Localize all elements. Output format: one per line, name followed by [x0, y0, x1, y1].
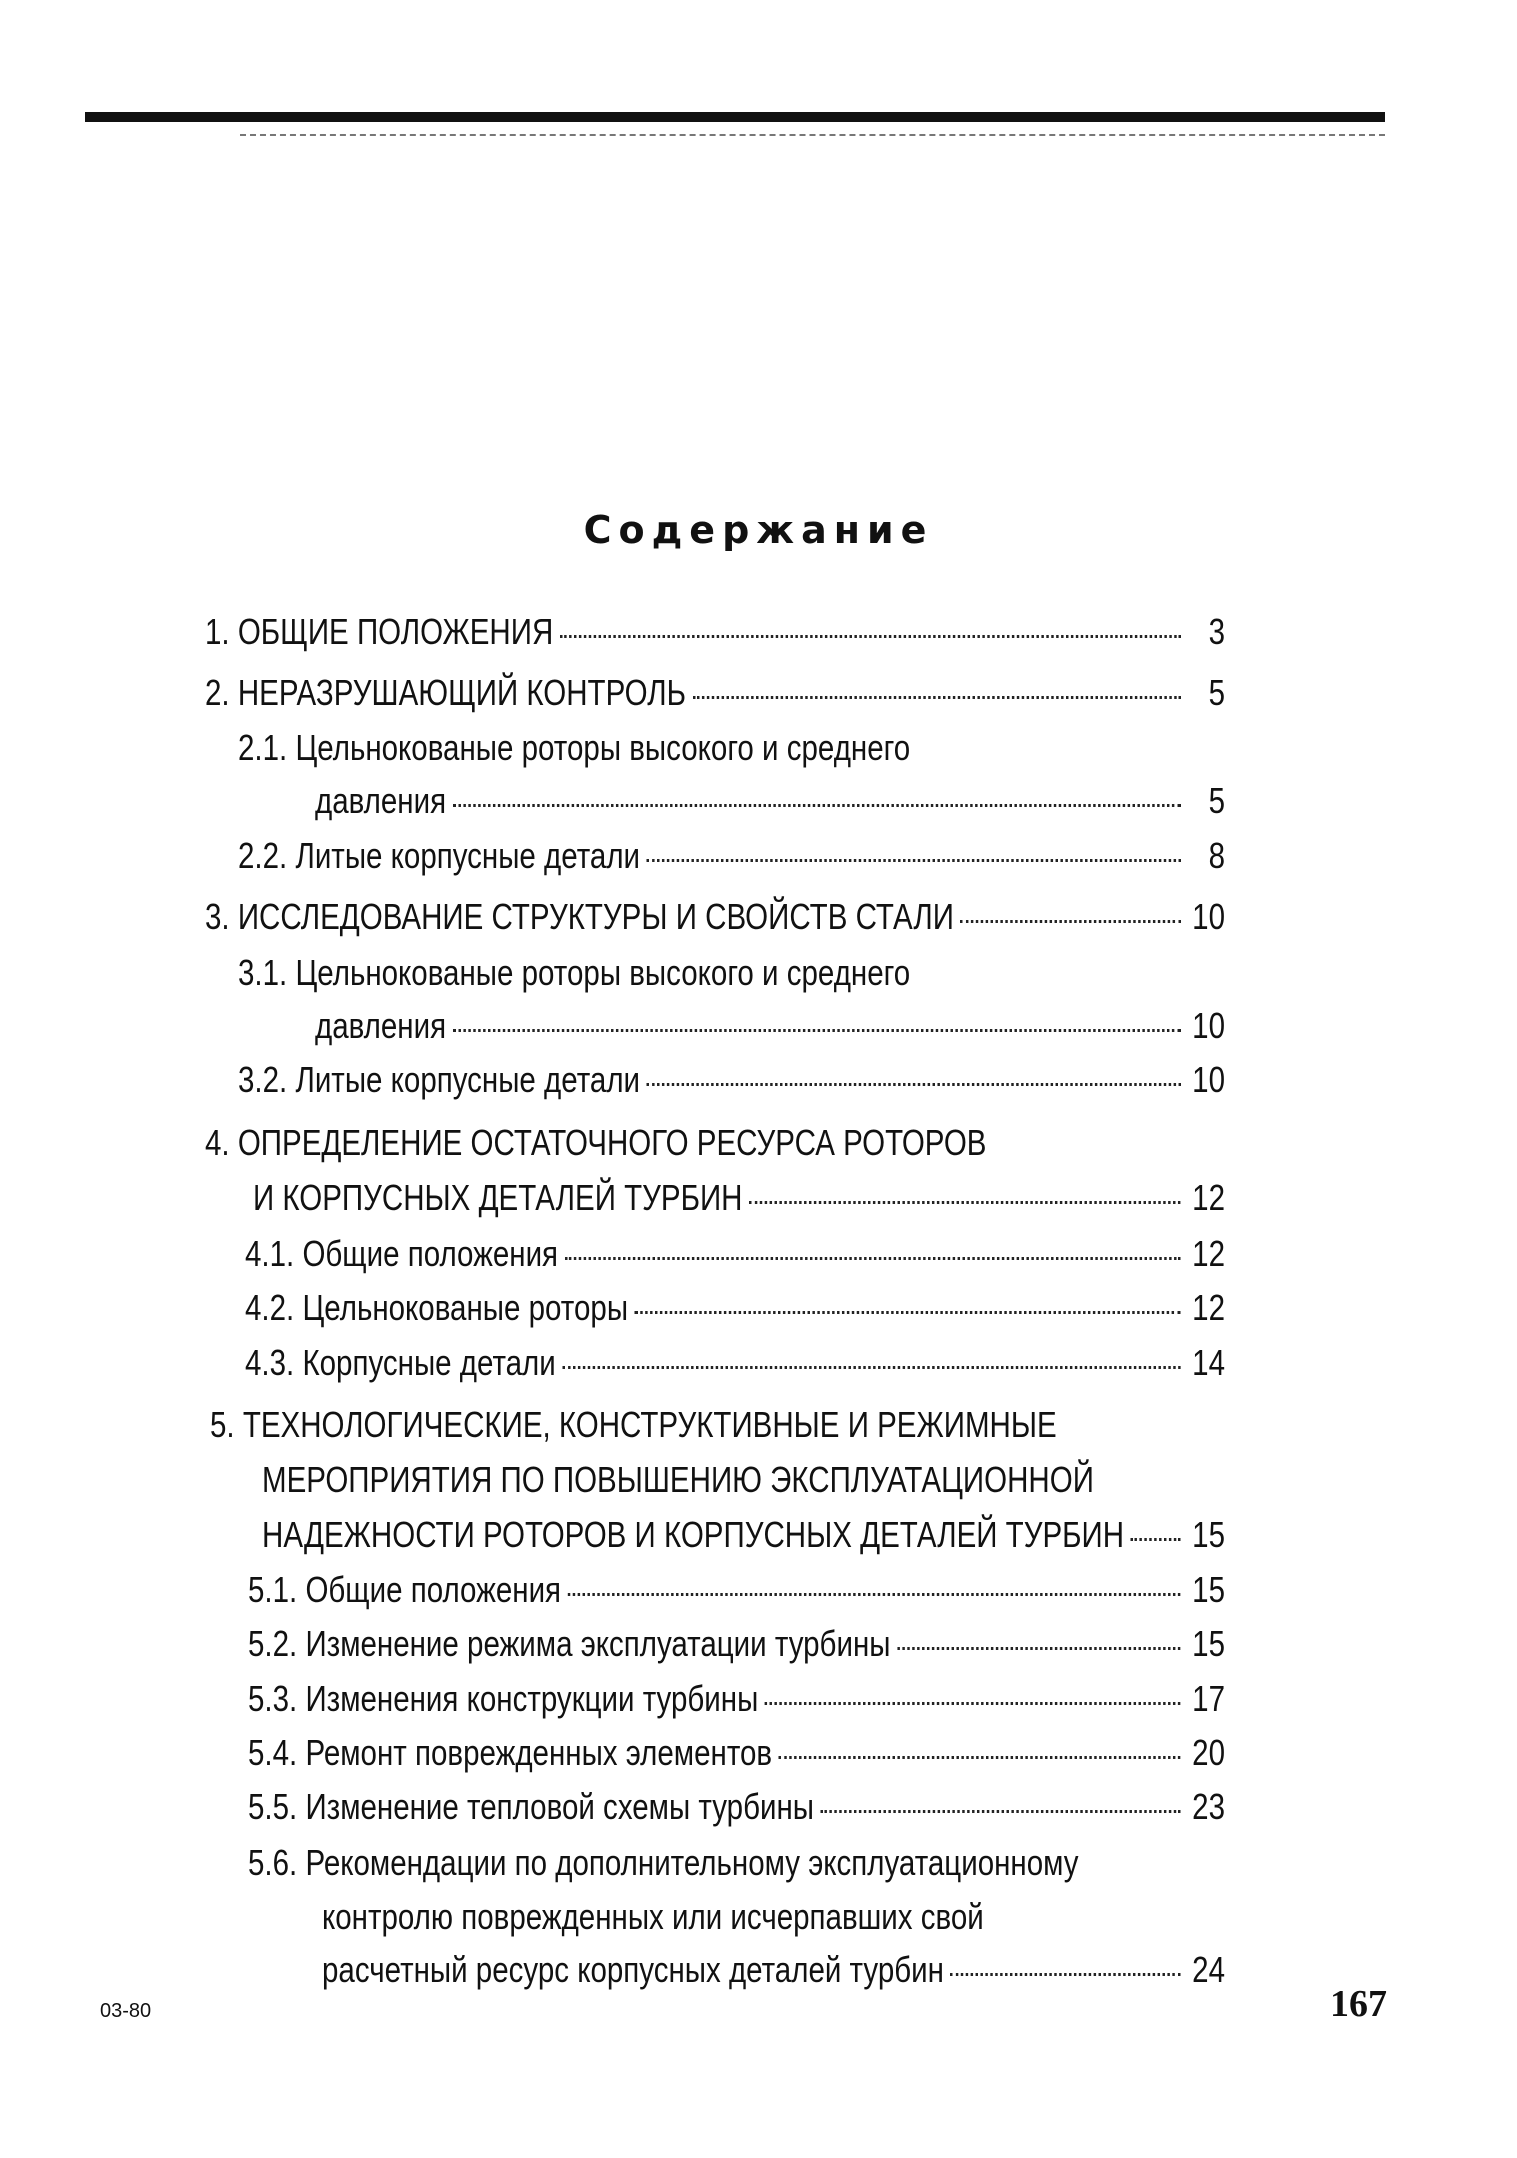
toc-page-number: 23: [1192, 1786, 1225, 1827]
toc-page-number: 15: [1192, 1514, 1225, 1555]
toc-leader-dots: [897, 1647, 1181, 1650]
toc-entry-text: 4.2. Цельнокованые роторы: [245, 1287, 629, 1328]
toc-leader-dots: [453, 1029, 1181, 1032]
toc-entry: [315, 1003, 1225, 1049]
toc-entry: [245, 1285, 1225, 1331]
toc-page-number: 10: [1192, 1005, 1225, 1046]
toc-leader-dots: [453, 804, 1181, 807]
toc-entry-text: 2.2. Литые корпусные детали: [238, 835, 641, 876]
toc-entry-text: расчетный ресурс корпусных деталей турбин: [322, 1949, 944, 1990]
toc-page-number: 5: [1208, 672, 1225, 713]
toc-entry-text: 5.5. Изменение тепловой схемы турбины: [248, 1786, 815, 1827]
toc-entry-text: 3. ИССЛЕДОВАНИЕ СТРУКТУРЫ И СВОЙСТВ СТАЛИ: [205, 896, 954, 937]
footer-code: 03-80: [100, 2000, 152, 2022]
toc-leader-dots: [647, 859, 1181, 862]
toc-leader-dots: [565, 1257, 1181, 1260]
toc-entry-text: 5.6. Рекомендации по дополнительному эксплуатационному: [248, 1842, 1079, 1883]
toc-page-number: 3: [1208, 611, 1225, 652]
toc-entry-text: 3.2. Литые корпусные детали: [238, 1059, 641, 1100]
toc-leader-dots: [568, 1593, 1181, 1596]
toc-leader-dots: [749, 1201, 1181, 1204]
toc-page-number: 12: [1192, 1233, 1225, 1274]
toc-entry-text: контролю поврежденных или исчерпавших свой: [322, 1896, 984, 1937]
toc-entry-text: 5.2. Изменение режима эксплуатации турбины: [248, 1623, 891, 1664]
toc-leader-dots: [693, 696, 1181, 699]
toc-leader-dots: [779, 1756, 1181, 1759]
toc-page-number: 17: [1192, 1678, 1225, 1719]
toc-entry-text: 2. НЕРАЗРУШАЮЩИЙ КОНТРОЛЬ: [205, 672, 687, 713]
toc-entry-text: давления: [315, 1005, 447, 1046]
toc-entry-text: давления: [315, 780, 447, 821]
toc-entry-text: 5. ТЕХНОЛОГИЧЕСКИЕ, КОНСТРУКТИВНЫЕ И РЕЖИМНЫЕ: [210, 1404, 1057, 1445]
toc-leader-dots: [1131, 1538, 1181, 1541]
toc-entry: [205, 670, 1225, 716]
toc-leader-dots: [647, 1083, 1181, 1086]
toc-leader-dots: [821, 1810, 1181, 1813]
toc-entry: [248, 1567, 1225, 1613]
toc-page-number: 8: [1208, 835, 1225, 876]
toc-entry: [205, 1120, 1225, 1166]
toc-entry: [248, 1676, 1225, 1722]
toc-leader-dots: [951, 1973, 1181, 1976]
toc-entry-text: 5.4. Ремонт поврежденных элементов: [248, 1732, 773, 1773]
toc-entry: [248, 1840, 1225, 1886]
toc-entry-text: НАДЕЖНОСТИ РОТОРОВ И КОРПУСНЫХ ДЕТАЛЕЙ ТУРБИН: [262, 1514, 1125, 1555]
toc-entry-text: 5.3. Изменения конструкции турбины: [248, 1678, 759, 1719]
toc-entry-text: И КОРПУСНЫХ ДЕТАЛЕЙ ТУРБИН: [253, 1177, 743, 1218]
toc-entry: [238, 1057, 1225, 1103]
toc-entry: [315, 778, 1225, 824]
toc-entry: [238, 950, 1225, 996]
toc-page-number: 10: [1192, 1059, 1225, 1100]
toc-entry-text: МЕРОПРИЯТИЯ ПО ПОВЫШЕНИЮ ЭКСПЛУАТАЦИОННОЙ: [262, 1459, 1094, 1500]
toc-page-number: 12: [1192, 1177, 1225, 1218]
toc-entry: [262, 1457, 1225, 1503]
page-number: 167: [1330, 1983, 1387, 2025]
toc-entry-text: 1. ОБЩИЕ ПОЛОЖЕНИЯ: [205, 611, 554, 652]
toc-entry: [253, 1175, 1225, 1221]
toc-entry: [248, 1730, 1225, 1776]
toc-leader-dots: [960, 920, 1180, 923]
toc-entry: [238, 725, 1225, 771]
toc-page-number: 14: [1192, 1342, 1225, 1383]
toc-page-number: 15: [1192, 1623, 1225, 1664]
toc-entry: [322, 1894, 1225, 1940]
toc-page-number: 5: [1208, 780, 1225, 821]
toc-entry: [248, 1784, 1225, 1830]
toc-entry: [248, 1621, 1225, 1667]
toc-entry: [262, 1512, 1225, 1558]
toc-page-number: 24: [1192, 1949, 1225, 1990]
page-title: Содержание: [583, 508, 934, 552]
toc-leader-dots: [635, 1311, 1181, 1314]
toc-entry-text: 2.1. Цельнокованые роторы высокого и среднего: [238, 727, 911, 768]
toc-page-number: 20: [1192, 1732, 1225, 1773]
toc-page-number: 10: [1192, 896, 1225, 937]
toc-leader-dots: [765, 1702, 1181, 1705]
toc-entry: [210, 1402, 1225, 1448]
toc-page-number: 12: [1192, 1287, 1225, 1328]
toc-page-number: 15: [1192, 1569, 1225, 1610]
toc-entry: [205, 609, 1225, 655]
toc-entry: [322, 1947, 1225, 1993]
toc-entry: [245, 1231, 1225, 1277]
toc-entry-text: 4.1. Общие положения: [245, 1233, 559, 1274]
toc-entry-text: 4.3. Корпусные детали: [245, 1342, 556, 1383]
toc-entry: [238, 833, 1225, 879]
toc-entry: [205, 894, 1225, 940]
toc-entry-text: 5.1. Общие положения: [248, 1569, 562, 1610]
toc-entry: [245, 1340, 1225, 1386]
toc-entry-text: 4. ОПРЕДЕЛЕНИЕ ОСТАТОЧНОГО РЕСУРСА РОТОРОВ: [205, 1122, 987, 1163]
toc-leader-dots: [562, 1366, 1180, 1369]
toc-entry-text: 3.1. Цельнокованые роторы высокого и среднего: [238, 952, 911, 993]
toc-leader-dots: [560, 635, 1181, 638]
